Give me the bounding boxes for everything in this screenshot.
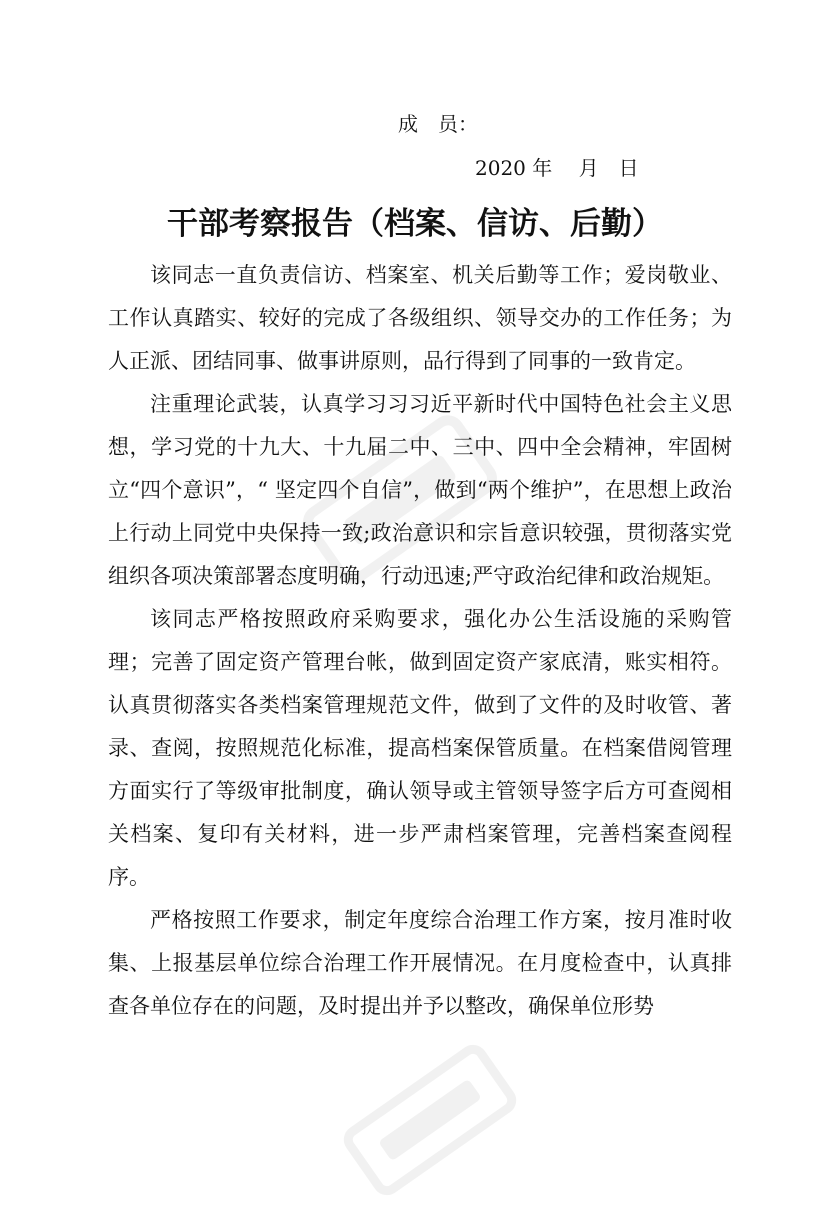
paragraph-4: 严格按照工作要求，制定年度综合治理工作方案，按月准时收集、上报基层单位综合治理工作开展情况。在月度检查中，认真排查各单位存在的问题，及时提出并予以整改，确保单位形势 (108, 908, 732, 1018)
date-line: 2020 年 月 日 (475, 156, 639, 180)
paragraph-2: 注重理论武装，认真学习习习近平新时代中国特色社会主义思想，学习党的十九大、十九届二中、三中、四中全会精神，牢固树立“四个意识”，“ 坚定四个自信”，做到“两个维护”，在思想上政治上行动上同党中央保持一致;政治意识和宗旨意识较强，贯彻落实党组织各项决策部署态度明确，行动迅速;严守政治纪律和政治规矩。 (108, 392, 732, 588)
paragraph-3: 该同志严格按照政府采购要求，强化办公生活设施的采购管理；完善了固定资产管理台帐，做到固定资产家底清，账实相符。认真贯彻落实各类档案管理规范文件，做到了文件的及时收管、著录、查阅，按照规范化标准，提高档案保管质量。在档案借阅管理方面实行了等级审批制度，确认领导或主管领导签字后方可查阅相关档案、复印有关材料，进一步严肃档案管理，完善档案查阅程序。 (108, 607, 732, 889)
document-body (108, 254, 732, 1028)
document-title: 干部考察报告（档案、信访、后勤） (167, 206, 663, 242)
paragraph-1: 该同志一直负责信访、档案室、机关后勤等工作；爱岗敬业、工作认真踏实、较好的完成了各级组织、领导交办的工作任务；为人正派、团结同事、做事讲原则，品行得到了同事的一致肯定。 (108, 263, 732, 373)
watermark-graphic-bottom (328, 1027, 533, 1212)
members-label: 成 员： (398, 112, 478, 136)
